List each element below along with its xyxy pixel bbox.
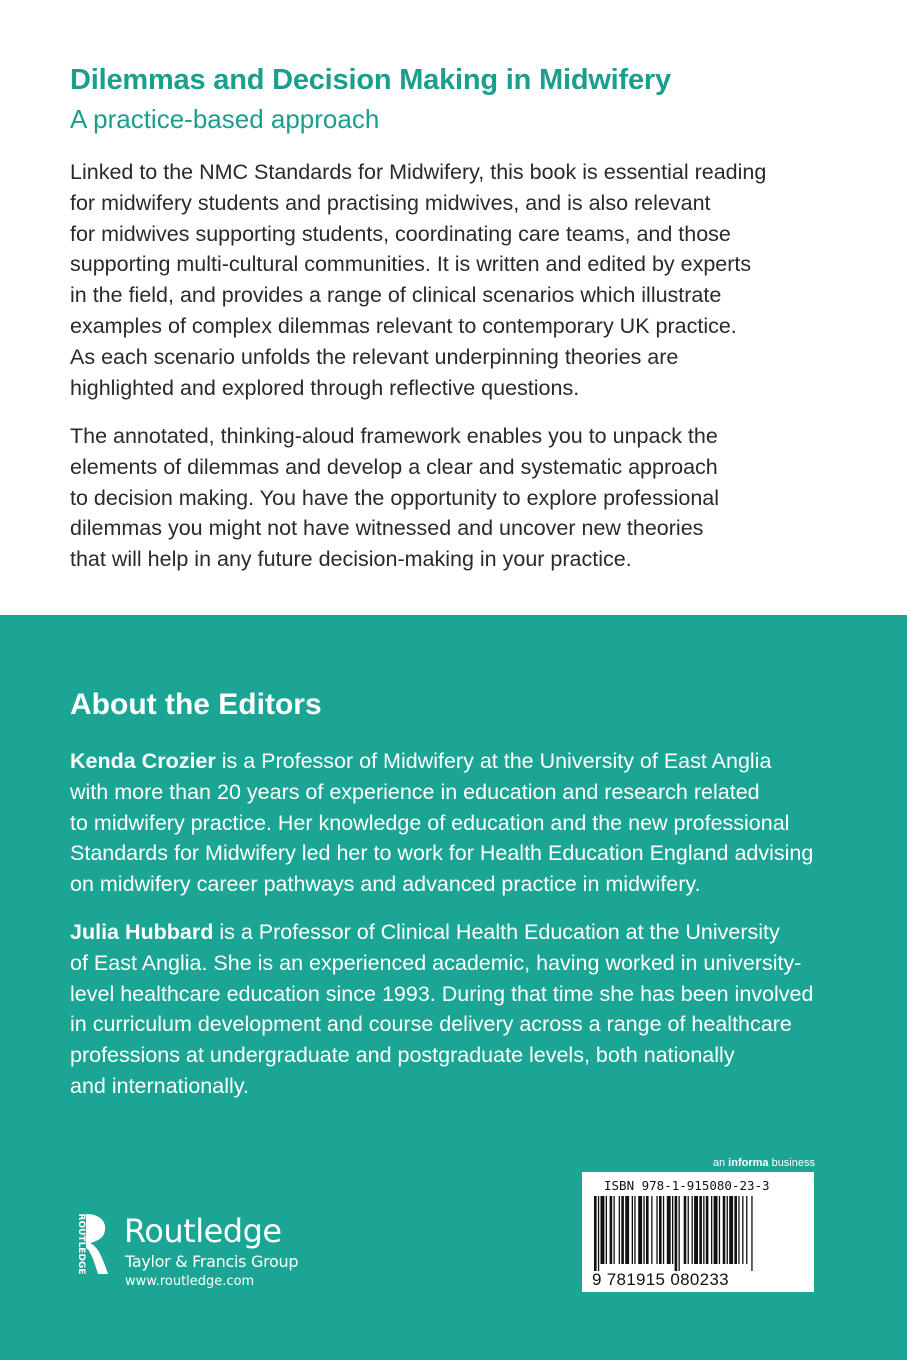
barcode-bar (619, 1196, 620, 1264)
barcode-bar (646, 1196, 649, 1264)
bio-line: with more than 20 years of experience in education and research related (70, 779, 760, 804)
blurb-line: Linked to the NMC Standards for Midwifery, this book is essential reading (70, 160, 767, 184)
editor-name: Julia Hubbard (70, 920, 214, 944)
barcode-bar (659, 1196, 662, 1264)
barcode-bar (621, 1196, 624, 1264)
barcode-bar (734, 1196, 737, 1264)
barcode-bar (667, 1196, 671, 1264)
barcode-bar (594, 1196, 597, 1271)
barcode-bar (699, 1196, 702, 1264)
blurb-line: in the field, and provides a range of clinical scenarios which illustrate (70, 283, 722, 308)
book-subtitle: A practice-based approach (70, 104, 380, 134)
barcode-bar (684, 1196, 687, 1264)
book-title: Dilemmas and Decision Making in Midwifery (70, 64, 671, 96)
barcode-bar (727, 1196, 728, 1264)
barcode-bar (706, 1196, 709, 1264)
barcode-bar (651, 1196, 652, 1264)
bio-line: in curriculum development and course delivery across a range of healthcare (70, 1012, 792, 1037)
barcode-bar (606, 1196, 607, 1264)
barcode-bar (711, 1196, 712, 1264)
blurb-line: highlighted and explored through reflective questions. (70, 375, 580, 400)
publisher-group: Taylor & Francis Group (125, 1252, 299, 1271)
blurb-line: for midwifery students and practising midwives, and is also relevant (70, 190, 711, 215)
barcode-bar (742, 1196, 743, 1264)
bio-line: professions at undergraduate and postgraduate levels, both nationally (70, 1043, 735, 1068)
bio-line-rest: is a Professor of Clinical Health Education at the University (213, 920, 780, 944)
barcode-bar (663, 1196, 664, 1264)
barcode-bar (625, 1196, 629, 1264)
blurb-line: to decision making. You have the opportunity to explore professional (70, 485, 720, 510)
editor-bio-julia-hubbard (70, 917, 840, 1102)
routledge-vertical-mark: ROUTLEDGE (76, 1213, 86, 1275)
bio-line (70, 917, 840, 948)
editor-bio-kenda-crozier (70, 746, 840, 900)
blurb-paragraph-2 (70, 421, 830, 575)
isbn-barcode (582, 1172, 814, 1292)
bio-line: and internationally. (70, 1073, 249, 1098)
blurb-line: As each scenario unfolds the relevant underpinning theories are (70, 344, 679, 369)
barcode-bar (751, 1196, 752, 1271)
barcode-bar (694, 1196, 698, 1264)
barcode-bar (675, 1196, 678, 1271)
blurb-paragraph-1 (70, 157, 830, 403)
blurb-line: for midwives supporting students, coordinating care teams, and those (70, 221, 731, 246)
barcode-bar (738, 1196, 739, 1264)
barcode-bar (672, 1196, 673, 1264)
editor-name: Kenda Crozier (70, 749, 216, 773)
barcode-bar (688, 1196, 689, 1264)
informa-suffix: business (768, 1157, 815, 1169)
barcode-bar (729, 1196, 733, 1264)
blurb-line: elements of dilemmas and develop a clear and systematic approach (70, 454, 718, 479)
routledge-logo-icon (68, 1210, 114, 1278)
cover-top-section (0, 0, 907, 615)
informa-word: informa (728, 1157, 769, 1169)
barcode-bar (723, 1196, 726, 1264)
barcode-bar (719, 1196, 720, 1264)
publisher-url: www.routledge.com (125, 1274, 255, 1289)
barcode-digits: 9 781915 080233 (592, 1270, 729, 1289)
routledge-logo (68, 1210, 328, 1300)
barcode-bar (610, 1196, 613, 1264)
barcode-bar (656, 1196, 657, 1264)
bio-line-rest: is a Professor of Midwifery at the University of East Anglia (215, 749, 772, 773)
barcode-bar (703, 1196, 704, 1264)
barcode-bar (598, 1196, 599, 1271)
about-editors-heading: About the Editors (70, 688, 322, 721)
isbn-label: ISBN 978-1-915080-23-3 (604, 1178, 770, 1193)
informa-business-tag (713, 1157, 815, 1169)
bio-line (70, 746, 840, 777)
blurb-line: examples of complex dilemmas relevant to contemporary UK practice. (70, 313, 737, 338)
publisher-name: Routledge (124, 1212, 282, 1250)
barcode-bar (634, 1196, 635, 1264)
barcode-bar (746, 1196, 747, 1264)
barcode-bar (614, 1196, 615, 1264)
bio-line: to midwifery practice. Her knowledge of education and the new professional (70, 810, 790, 835)
blurb-line: supporting multi-cultural communities. It is written and edited by experts (70, 252, 752, 277)
blurb-line: The annotated, thinking-aloud framework enables you to unpack the (70, 424, 718, 448)
barcode-bar (632, 1196, 633, 1264)
barcode-bar (679, 1196, 680, 1271)
bio-line: level healthcare education since 1993. During that time she has been involved (70, 981, 814, 1006)
barcode-bar (692, 1196, 693, 1264)
barcode-bar (643, 1196, 644, 1264)
bio-line: on midwifery career pathways and advanced practice in midwifery. (70, 872, 701, 897)
bio-line: of East Anglia. She is an experienced academic, having worked in university- (70, 950, 802, 975)
informa-prefix: an (712, 1157, 729, 1169)
barcode-bar (601, 1196, 605, 1264)
bio-line: Standards for Midwifery led her to work for Health Education England advising (70, 841, 814, 866)
barcode-bar (638, 1196, 642, 1264)
barcode-bar (714, 1196, 718, 1264)
blurb-line: that will help in any future decision-making in your practice. (70, 547, 632, 572)
blurb-line: dilemmas you might not have witnessed and uncover new theories (70, 516, 704, 541)
barcode-icon (594, 1196, 804, 1271)
